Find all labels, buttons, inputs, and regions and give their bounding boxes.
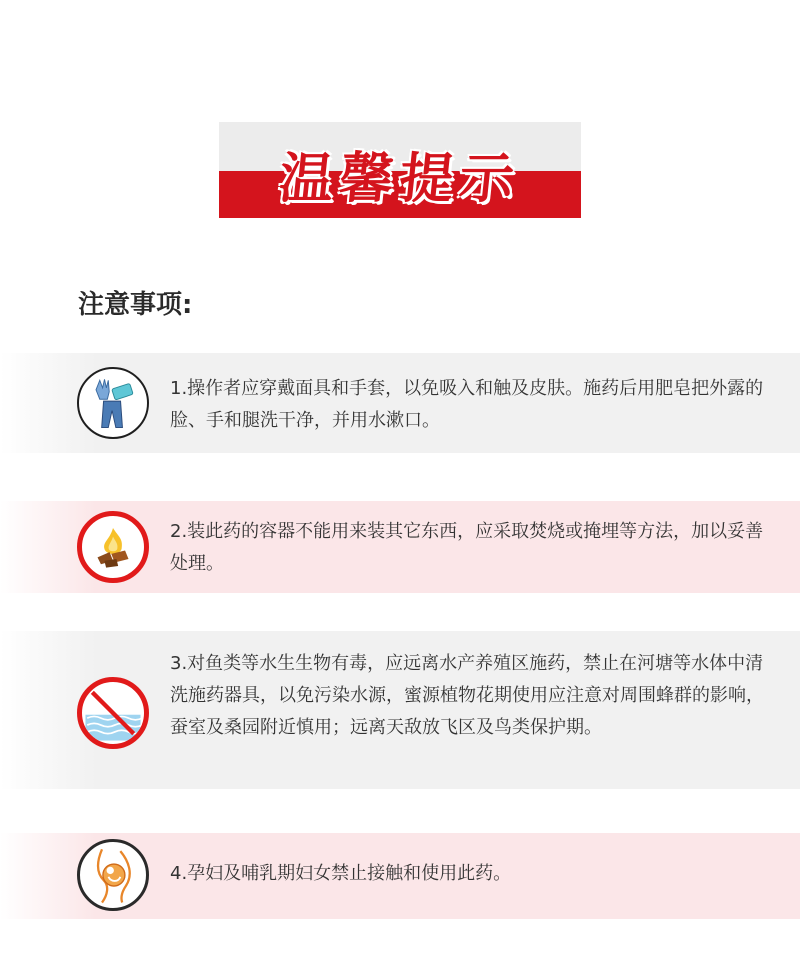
- notice-item-1: [0, 353, 800, 453]
- no-water-icon: [77, 677, 149, 749]
- notice-text-1: 1.操作者应穿戴面具和手套，以免吸入和触及皮肤。施药后用肥皂把外露的脸、手和腿洗干净，并用水漱口。: [170, 378, 764, 431]
- notice-item-3: [0, 631, 800, 789]
- notice-text-3: 3.对鱼类等水生生物有毒，应远离水产养殖区施药，禁止在河塘等水体中清洗施药器具，以免污染水源，蜜源植物花期使用应注意对周围蜂群的影响，蚕室及桑园附近慎用；远离天敌放飞区及鸟类保护期。: [170, 653, 764, 738]
- notice-text-4: 4.孕妇及哺乳期妇女禁止接触和使用此药。: [170, 863, 512, 884]
- banner-title: 温馨提示: [276, 146, 523, 210]
- section-heading: 注意事项:: [78, 290, 193, 320]
- warm-tips-banner: [219, 122, 581, 218]
- notice-item-2: [0, 501, 800, 593]
- protective-gear-icon: [77, 367, 149, 439]
- notice-text-2: 2.装此药的容器不能用来装其它东西，应采取焚烧或掩埋等方法，加以妥善处理。: [170, 521, 764, 574]
- pregnant-woman-icon: [77, 839, 149, 911]
- notice-item-4: [0, 833, 800, 919]
- burn-container-icon: [77, 511, 149, 583]
